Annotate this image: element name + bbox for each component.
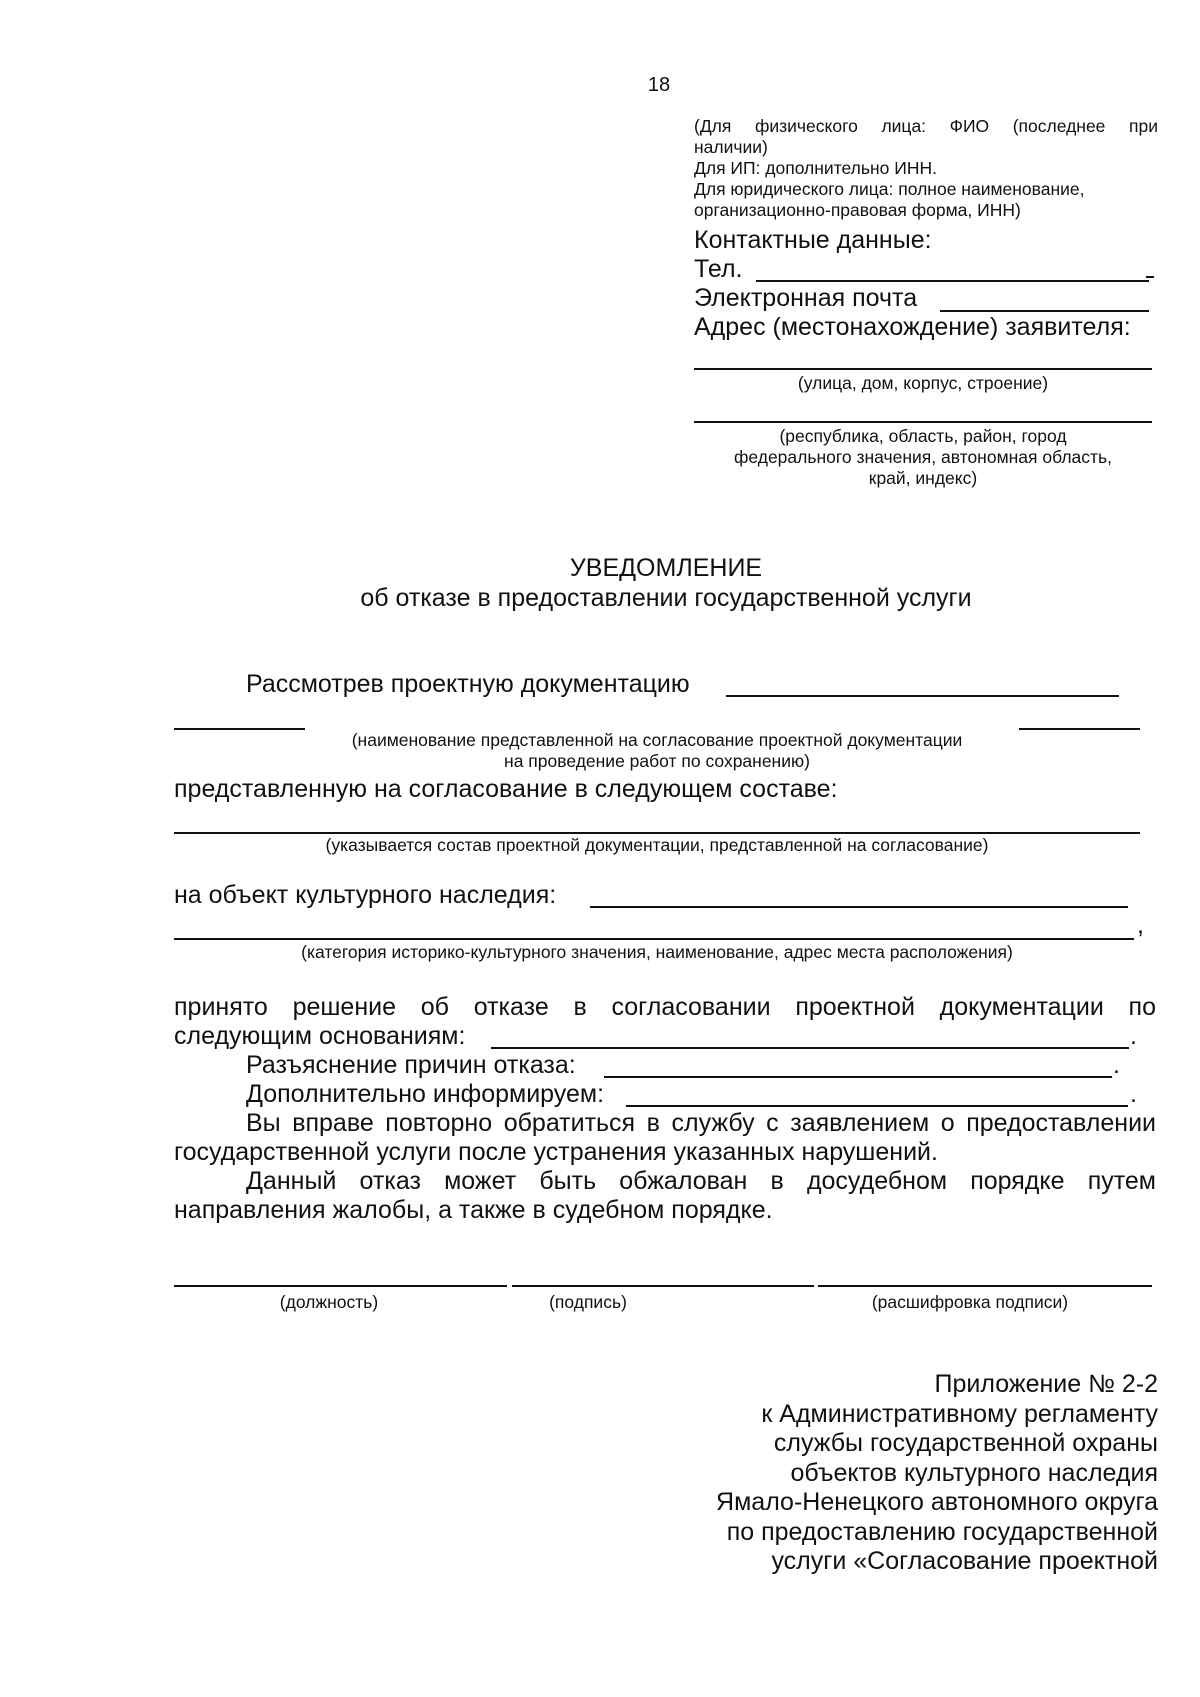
grounds-period: . <box>1130 1022 1137 1050</box>
phone-field[interactable] <box>756 280 1149 282</box>
appendix-line: услуги «Согласование проектной <box>771 1547 1158 1575</box>
composition-field[interactable] <box>174 832 1140 834</box>
signature-caption: (подпись) <box>549 1292 627 1312</box>
address-region-field[interactable] <box>694 421 1152 423</box>
additional-label: Дополнительно информируем: <box>246 1080 605 1108</box>
decision-line: принято решение об отказе в согласовании проектной документации по <box>174 993 1156 1021</box>
applicant-hint-line: организационно-правовая форма, ИНН) <box>694 200 1021 220</box>
address-region-caption-line: (республика, область, район, город <box>779 426 1067 446</box>
appendix-line: службы государственной охраны <box>773 1429 1158 1457</box>
appendix-line: к Административному регламенту <box>761 1399 1158 1428</box>
grounds-label: следующим основаниям: <box>174 1022 466 1050</box>
reasons-period: . <box>1113 1051 1120 1079</box>
position-field[interactable] <box>174 1285 507 1287</box>
project-doc-caption <box>174 730 1140 772</box>
appendix-line: по предоставлению государственной <box>726 1517 1158 1546</box>
object-caption: (категория историко-культурного значения, наименование, адрес места расположения) <box>301 942 1013 962</box>
address-street-caption: (улица, дом, корпус, строение) <box>797 373 1049 393</box>
grounds-field[interactable] <box>491 1047 1129 1049</box>
additional-field[interactable] <box>626 1105 1128 1107</box>
additional-period: . <box>1130 1080 1137 1108</box>
object-field[interactable] <box>590 906 1128 908</box>
address-street-field[interactable] <box>694 368 1152 370</box>
appendix-line: Приложение № 2-2 <box>934 1370 1158 1398</box>
phone-field-end <box>1146 276 1154 278</box>
contacts-label: Контактные данные: <box>694 226 932 254</box>
address-region-caption-line: край, индекс) <box>868 468 978 488</box>
project-doc-caption-line: на проведение работ по сохранению) <box>504 751 810 771</box>
appendix-line: объектов культурного наследия <box>790 1458 1158 1487</box>
applicant-hint-line: Для ИП: дополнительно ИНН. <box>694 158 937 178</box>
reasons-field[interactable] <box>604 1076 1112 1078</box>
object-field-line2[interactable] <box>174 938 1134 940</box>
composition-caption: (указывается состав проектной документации, представленной на согласование) <box>325 835 989 855</box>
composition-label: представленную на согласование в следующем составе: <box>174 775 838 803</box>
object-label: на объект культурного наследия: <box>174 881 557 909</box>
address-region-caption <box>694 426 1152 489</box>
appeal-line: Данный отказ может быть обжалован в досудебном порядке путем <box>246 1167 1156 1195</box>
document-subtitle: об отказе в предоставлении государственной услуги <box>360 584 972 612</box>
appeal-line: направления жалобы, а также в судебном порядке. <box>174 1196 773 1224</box>
reviewed-label: Рассмотрев проектную документацию <box>246 670 690 698</box>
project-doc-field[interactable] <box>726 695 1119 697</box>
document-title: УВЕДОМЛЕНИЕ <box>569 554 763 582</box>
applicant-hint-line: наличии) <box>694 137 768 157</box>
reasons-label: Разъяснение причин отказа: <box>246 1051 576 1079</box>
phone-label: Тел. <box>694 255 743 283</box>
appendix-line: Ямало-Ненецкого автономного округа <box>716 1488 1158 1516</box>
object-comma: , <box>1137 911 1144 939</box>
signature-field[interactable] <box>512 1285 814 1287</box>
page-number: 18 <box>647 74 671 96</box>
applicant-hint-line: (Для физического лица: ФИО (последнее при <box>694 116 1158 136</box>
reapply-line: Вы вправе повторно обратиться в службу с заявлением о предоставлении <box>246 1109 1156 1137</box>
signature-decoding-field[interactable] <box>818 1285 1152 1287</box>
email-field[interactable] <box>940 310 1149 312</box>
email-label: Электронная почта <box>694 284 918 312</box>
applicant-block <box>694 116 1158 221</box>
project-doc-caption-line: (наименование представленной на согласование проектной документации <box>351 730 963 750</box>
address-label: Адрес (местонахождение) заявителя: <box>694 313 1131 341</box>
signature-decoding-caption: (расшифровка подписи) <box>871 1292 1069 1312</box>
appendix-block <box>558 1370 1158 1577</box>
position-caption: (должность) <box>279 1292 379 1312</box>
address-region-caption-line: федерального значения, автономная область, <box>733 447 1113 467</box>
applicant-hint-line: Для юридического лица: полное наименование, <box>694 179 1085 199</box>
reapply-line: государственной услуги после устранения указанных нарушений. <box>174 1138 938 1166</box>
